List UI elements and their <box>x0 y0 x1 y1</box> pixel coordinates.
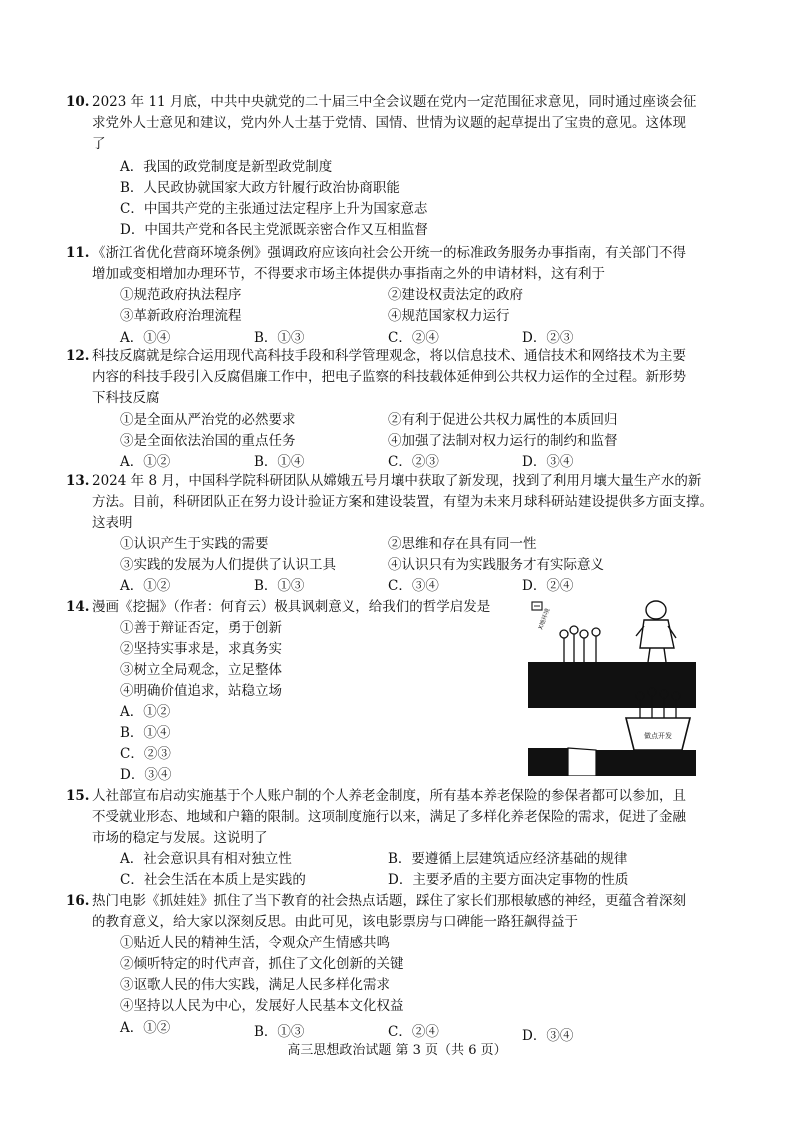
question-number: 10. <box>66 94 90 110</box>
q15-option-a: A．社会意识具有相对独立性 <box>120 851 292 867</box>
question-number: 13. <box>66 473 90 489</box>
question-15-line-1: 15. 人社部宣布启动实施基于个人账户制的个人养老金制度，所有基本养老保险的参保者都可以参加，且 <box>92 786 728 807</box>
q16-item-2: ②倾听特定的时代声音，抓住了文化创新的关键 <box>120 956 404 972</box>
q14-option-c: C．②③ <box>120 746 171 762</box>
question-16-line-2: 的教育意义，给大家以深刻反思。由此可见，该电影票房与口碑能一路狂飙得益于 <box>92 914 578 930</box>
question-13-line-3: 这表明 <box>92 515 133 531</box>
q12-item-1: ①是全面从严治党的必然要求 <box>120 412 296 428</box>
question-10 <box>66 92 728 155</box>
q14-option-d: D．③④ <box>120 767 172 783</box>
question-number: 11. <box>66 245 90 261</box>
q12-item-4: ④加强了法制对权力运行的制约和监督 <box>388 433 618 449</box>
q10-option-d: D．中国共产党和各民主党派既亲密合作又互相监督 <box>120 222 428 238</box>
q12-option-c: C．②③ <box>388 454 439 470</box>
question-10-line-2: 求党外人士意见和建议，党内外人士基于党情、国情、世情为议题的起草提出了宝贵的意见。这体现 <box>92 115 686 131</box>
question-number: 16. <box>66 893 90 909</box>
cartoon-person <box>636 601 676 662</box>
question-number: 15. <box>66 788 90 804</box>
page-footer: 高三思想政治试题 第 3 页（共 6 页） <box>287 1043 507 1058</box>
question-12-line-2: 内容的科技手段引入反腐倡廉工作中，把电子监察的科技载体延伸到公共权力运作的全过程。新形势 <box>92 369 686 385</box>
question-12 <box>66 346 728 409</box>
question-10-line-1: 10. 2023 年 11 月底，中共中央就党的二十届三中全会议题在党内一定范围征求意见，同时通过座谈会征 <box>92 92 728 113</box>
cartoon-digging-illustration <box>528 600 696 776</box>
question-13-line-1: 13. 2024 年 8 月，中国科学院科研团队从嫦娥五号月壤中获取了新发现，找到了利用月壤大量生产水的新 <box>92 471 728 492</box>
cartoon-pot-label: 做点开发 <box>644 732 672 740</box>
q14-option-b: B．①④ <box>120 725 171 741</box>
q15-option-c: C．社会生活在本质上是实践的 <box>120 872 306 888</box>
q14-item-3: ③树立全局观念，立足整体 <box>120 662 282 678</box>
q12-item-3: ③是全面依法治国的重点任务 <box>120 433 296 449</box>
q12-item-2: ②有利于促进公共权力属性的本质回归 <box>388 412 618 428</box>
q13-option-c: C．③④ <box>388 578 439 594</box>
question-11-line-1: 11. 《浙江省优化营商环境条例》强调政府应该向社会公开统一的标准政务服务办事指南，有关部门不得 <box>92 243 728 264</box>
question-15-line-3: 市场的稳定与发展。这说明了 <box>92 830 268 846</box>
q15-option-d: D．主要矛盾的主要方面决定事物的性质 <box>388 872 629 888</box>
question-number: 12. <box>66 348 90 364</box>
q11-option-c: C．②④ <box>388 330 439 346</box>
q12-option-b: B．①④ <box>254 454 305 470</box>
q13-item-3: ③实践的发展为人们提供了认识工具 <box>120 557 336 573</box>
q11-option-d: D．②③ <box>522 330 574 346</box>
q16-item-3: ③讴歌人民的伟大实践，满足人民多样化需求 <box>120 977 390 993</box>
q14-item-2: ②坚持实事求是，求真务实 <box>120 641 282 657</box>
question-10-line-3: 了 <box>92 136 106 152</box>
q16-item-1: ①贴近人民的精神生活，令观众产生情感共鸣 <box>120 935 390 951</box>
q12-option-a: A．①② <box>120 454 171 470</box>
q15-option-b: B．要遵循上层建筑适应经济基础的规律 <box>388 851 628 867</box>
q16-item-4: ④坚持以人民为中心，发展好人民基本文化权益 <box>120 998 404 1014</box>
q10-option-b: B．人民政协就国家大政方针履行政治协商职能 <box>120 180 400 196</box>
question-16 <box>66 891 728 933</box>
question-13-line-2: 方法。目前，科研团队正在努力设计验证方案和建设装置，有望为未来月球科研站建设提供多方面支撑。 <box>92 494 713 510</box>
q16-option-d: D．③④ <box>522 1028 574 1044</box>
question-11 <box>66 243 728 285</box>
q16-option-b: B．①③ <box>254 1024 305 1040</box>
cartoon-top-label: X地环境 <box>537 607 552 631</box>
cartoon-lower-ground-right <box>596 750 696 776</box>
q12-option-d: D．③④ <box>522 454 574 470</box>
question-14-line-1: 14. 漫画《挖掘》（作者：何育云）极具讽刺意义，给我们的哲学启发是 <box>92 597 728 618</box>
q11-option-b: B．①③ <box>254 330 305 346</box>
q16-option-c: C．②④ <box>388 1024 439 1040</box>
q14-item-4: ④明确价值追求，站稳立场 <box>120 683 282 699</box>
q13-item-2: ②思维和存在具有同一性 <box>388 536 537 552</box>
cartoon-upper-ground <box>528 662 696 708</box>
question-11-line-2: 增加或变相增加办理环节，不得要求市场主体提供办事指南之外的申请材料，这有利于 <box>92 266 605 282</box>
question-16-line-1: 16. 热门电影《抓娃娃》抓住了当下教育的社会热点话题，踩住了家长们那根敏感的神经，更蕴含着深刻 <box>92 891 728 912</box>
q13-option-a: A．①② <box>120 578 171 594</box>
q16-option-a: A．①② <box>120 1020 171 1036</box>
q13-option-b: B．①③ <box>254 578 305 594</box>
question-12-line-1: 12. 科技反腐就是综合运用现代高科技手段和科学管理观念，将以信息技术、通信技术和网络技术为主要 <box>92 346 728 367</box>
q13-item-4: ④认识只有为实践服务才有实际意义 <box>388 557 604 573</box>
q13-option-d: D．②④ <box>522 578 574 594</box>
q11-item-2: ②建设权责法定的政府 <box>388 287 523 303</box>
q13-item-1: ①认识产生于实践的需要 <box>120 536 269 552</box>
q11-item-3: ③革新政府治理流程 <box>120 308 242 324</box>
cartoon-lower-ground-left <box>528 748 568 776</box>
q10-option-a: A．我国的政党制度是新型政党制度 <box>120 159 333 175</box>
q11-item-1: ①规范政府执法程序 <box>120 287 242 303</box>
cartoon-upper-plants <box>560 626 600 662</box>
q11-item-4: ④规范国家权力运行 <box>388 308 510 324</box>
question-15-line-2: 不受就业形态、地域和户籍的限制。这项制度施行以来，满足了多样化养老保险的需求，促进了金融 <box>92 809 686 825</box>
q14-option-a: A．①② <box>120 704 171 720</box>
question-number: 14. <box>66 599 90 615</box>
q10-option-c: C．中国共产党的主张通过法定程序上升为国家意志 <box>120 201 428 217</box>
question-12-line-3: 下科技反腐 <box>92 390 160 406</box>
question-15 <box>66 786 728 849</box>
question-13 <box>66 471 728 534</box>
q11-option-a: A．①④ <box>120 330 171 346</box>
q14-item-1: ①善于辩证否定，勇于创新 <box>120 620 282 636</box>
